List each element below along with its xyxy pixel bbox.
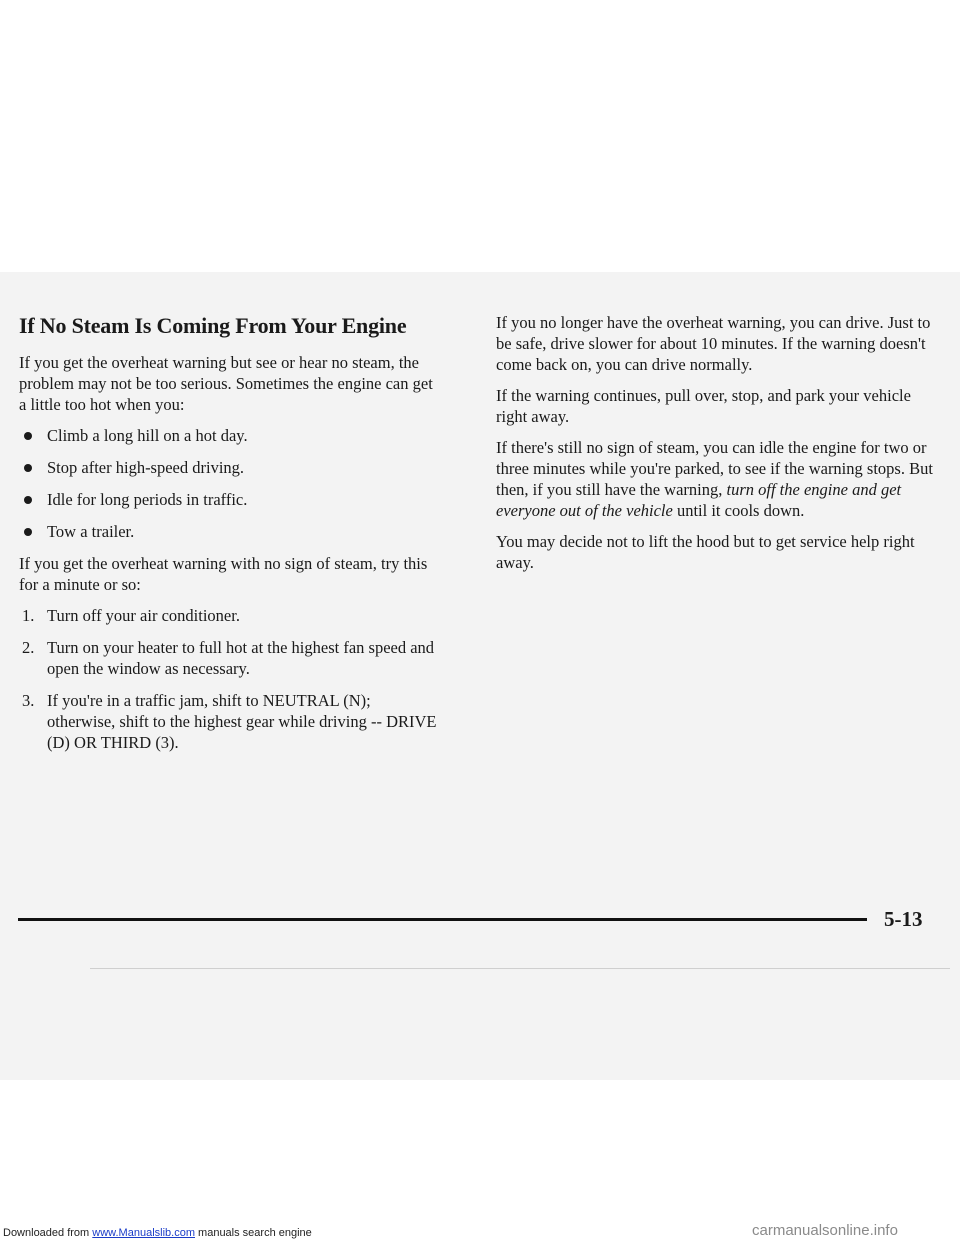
- paragraph-warning-continues: If the warning continues, pull over, stop, and park your vehicle right away.: [496, 386, 911, 426]
- bullet-icon: [24, 464, 32, 472]
- bullet-icon: [24, 528, 32, 536]
- steps-list: [19, 605, 439, 753]
- intro-paragraph: If you get the overheat warning but see or hear no steam, the problem may not be too serious. Sometimes the engine can get a little too hot when you:: [19, 353, 433, 414]
- scan-artifact-line: [90, 968, 950, 969]
- list-item: Tow a trailer.: [19, 521, 439, 542]
- lead-in-paragraph: If you get the overheat warning with no sign of steam, try this for a minute or so:: [19, 554, 428, 594]
- bullet-icon: [24, 432, 32, 440]
- step-text: Turn off your air conditioner.: [47, 606, 240, 625]
- step-text: If you're in a traffic jam, shift to NEUTRAL (N); otherwise, shift to the highest gear while driving -- DRIVE (D) OR THIRD (3).: [47, 691, 437, 752]
- right-column: [496, 312, 936, 583]
- step-number: 1.: [22, 606, 35, 625]
- paragraph-service: You may decide not to lift the hood but to get service help right away.: [496, 532, 915, 572]
- bullet-icon: [24, 496, 32, 504]
- step-text: Turn on your heater to full hot at the highest fan speed and open the window as necessary.: [47, 638, 435, 678]
- step-item: [19, 605, 439, 626]
- download-footer: Downloaded from www.Manualslib.com manuals search engine: [3, 1227, 312, 1239]
- footer-rule: [18, 918, 867, 921]
- emphasis-text: turn off the engine and get everyone out of the vehicle: [496, 480, 902, 520]
- list-item: Climb a long hill on a hot day.: [19, 425, 439, 446]
- left-column: [19, 312, 439, 764]
- step-item: [19, 637, 439, 679]
- conditions-list: [19, 425, 439, 542]
- manualslib-link[interactable]: www.Manualslib.com: [92, 1227, 195, 1239]
- step-number: 3.: [22, 691, 35, 710]
- step-item: [19, 690, 439, 753]
- paragraph-idle-engine: If there's still no sign of steam, you can idle the engine for two or three minutes while you're parked, to see if the warning stops. But then, if you still have the warning, turn off the engine and get everyone out of the vehicle until it cools down.: [496, 438, 933, 520]
- list-item: Idle for long periods in traffic.: [19, 489, 439, 510]
- paragraph-no-warning: If you no longer have the overheat warning, you can drive. Just to be safe, drive slower for about 10 minutes. If the warning doesn't come back on, you can drive normally.: [496, 313, 931, 374]
- section-heading: If No Steam Is Coming From Your Engine: [19, 313, 407, 338]
- watermark-text: carmanualsonline.info: [752, 1222, 898, 1239]
- step-number: 2.: [22, 638, 35, 657]
- page-number: 5-13: [884, 907, 923, 931]
- list-item: Stop after high-speed driving.: [19, 457, 439, 478]
